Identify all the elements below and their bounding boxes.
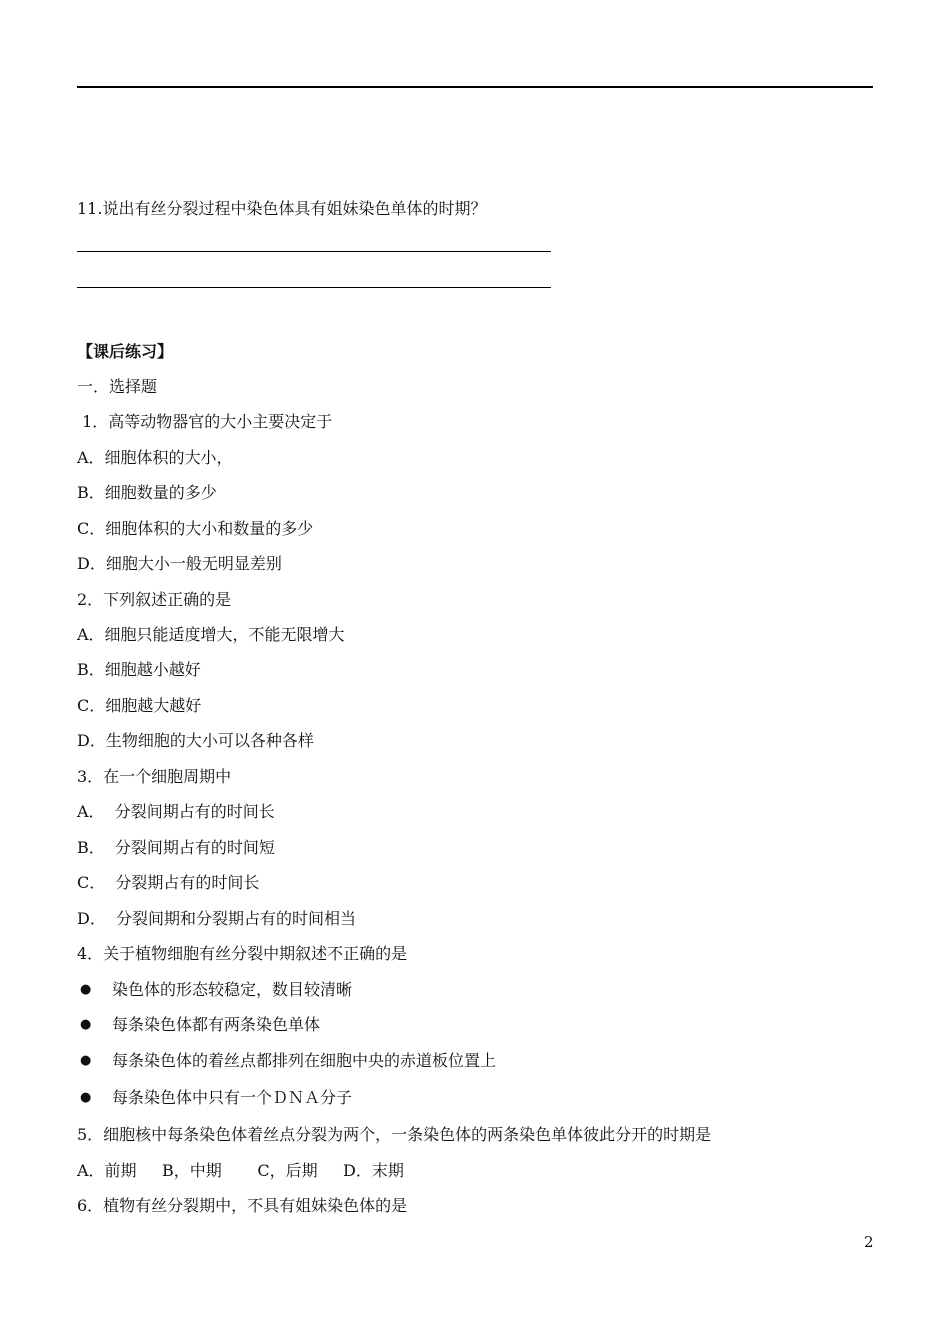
question-3-option-c: C． 分裂期占有的时间长 [77,873,260,892]
question-2-option-d: D．生物细胞的大小可以各种各样 [77,731,314,750]
question-2-stem: 2．下列叙述正确的是 [77,590,232,609]
question-1-option-b: B．细胞数量的多少 [77,483,217,502]
question-1-option-c: C．细胞体积的大小和数量的多少 [77,519,314,538]
question-4-option-4: 每条染色体中只有一个ＤＮＡ分子 [112,1088,353,1107]
section-title: 【课后练习】 [77,342,174,361]
question-4-option-3: 每条染色体的着丝点都排列在细胞中央的赤道板位置上 [112,1051,497,1070]
bullet-icon: ● [80,1017,92,1032]
question-2-option-b: B．细胞越小越好 [77,660,201,679]
question-11: 11.说出有丝分裂过程中染色体具有姐妹染色单体的时期？ [77,199,487,218]
question-5-stem: 5．细胞核中每条染色体着丝点分裂为两个，一条染色体的两条染色单体彼此分开的时期是 [77,1125,712,1144]
question-4-option-2: 每条染色体都有两条染色单体 [112,1015,321,1034]
question-3-option-d: D． 分裂间期和分裂期占有的时间相当 [77,909,357,928]
bullet-icon: ● [80,1090,92,1105]
question-3-stem: 3．在一个细胞周期中 [77,767,232,786]
question-4-stem: 4．关于植物细胞有丝分裂中期叙述不正确的是 [77,944,408,963]
question-1-stem: 1．高等动物器官的大小主要决定于 [77,412,333,431]
question-3-option-b: B． 分裂间期占有的时间短 [77,838,275,857]
section-subtitle: 一．选择题 [77,377,158,396]
bullet-icon: ● [80,982,92,997]
question-2-option-a: A．细胞只能适度增大，不能无限增大 [77,625,345,644]
page-number: 2 [864,1233,874,1251]
question-6-stem: 6．植物有丝分裂期中，不具有姐妹染色体的是 [77,1196,408,1215]
bullet-icon: ● [80,1053,92,1068]
question-1-option-a: A．细胞体积的大小， [77,448,233,467]
answer-line-2[interactable] [77,287,551,288]
question-3-option-a: A． 分裂间期占有的时间长 [77,802,275,821]
question-1-option-d: D．细胞大小一般无明显差别 [77,554,282,573]
answer-line-1[interactable] [77,251,551,252]
question-2-option-c: C．细胞越大越好 [77,696,202,715]
question-5-options: A．前期 B，中期 C，后期 D．末期 [77,1161,404,1180]
question-4-option-1: 染色体的形态较稳定，数目较清晰 [112,980,353,999]
header-rule [77,86,873,88]
